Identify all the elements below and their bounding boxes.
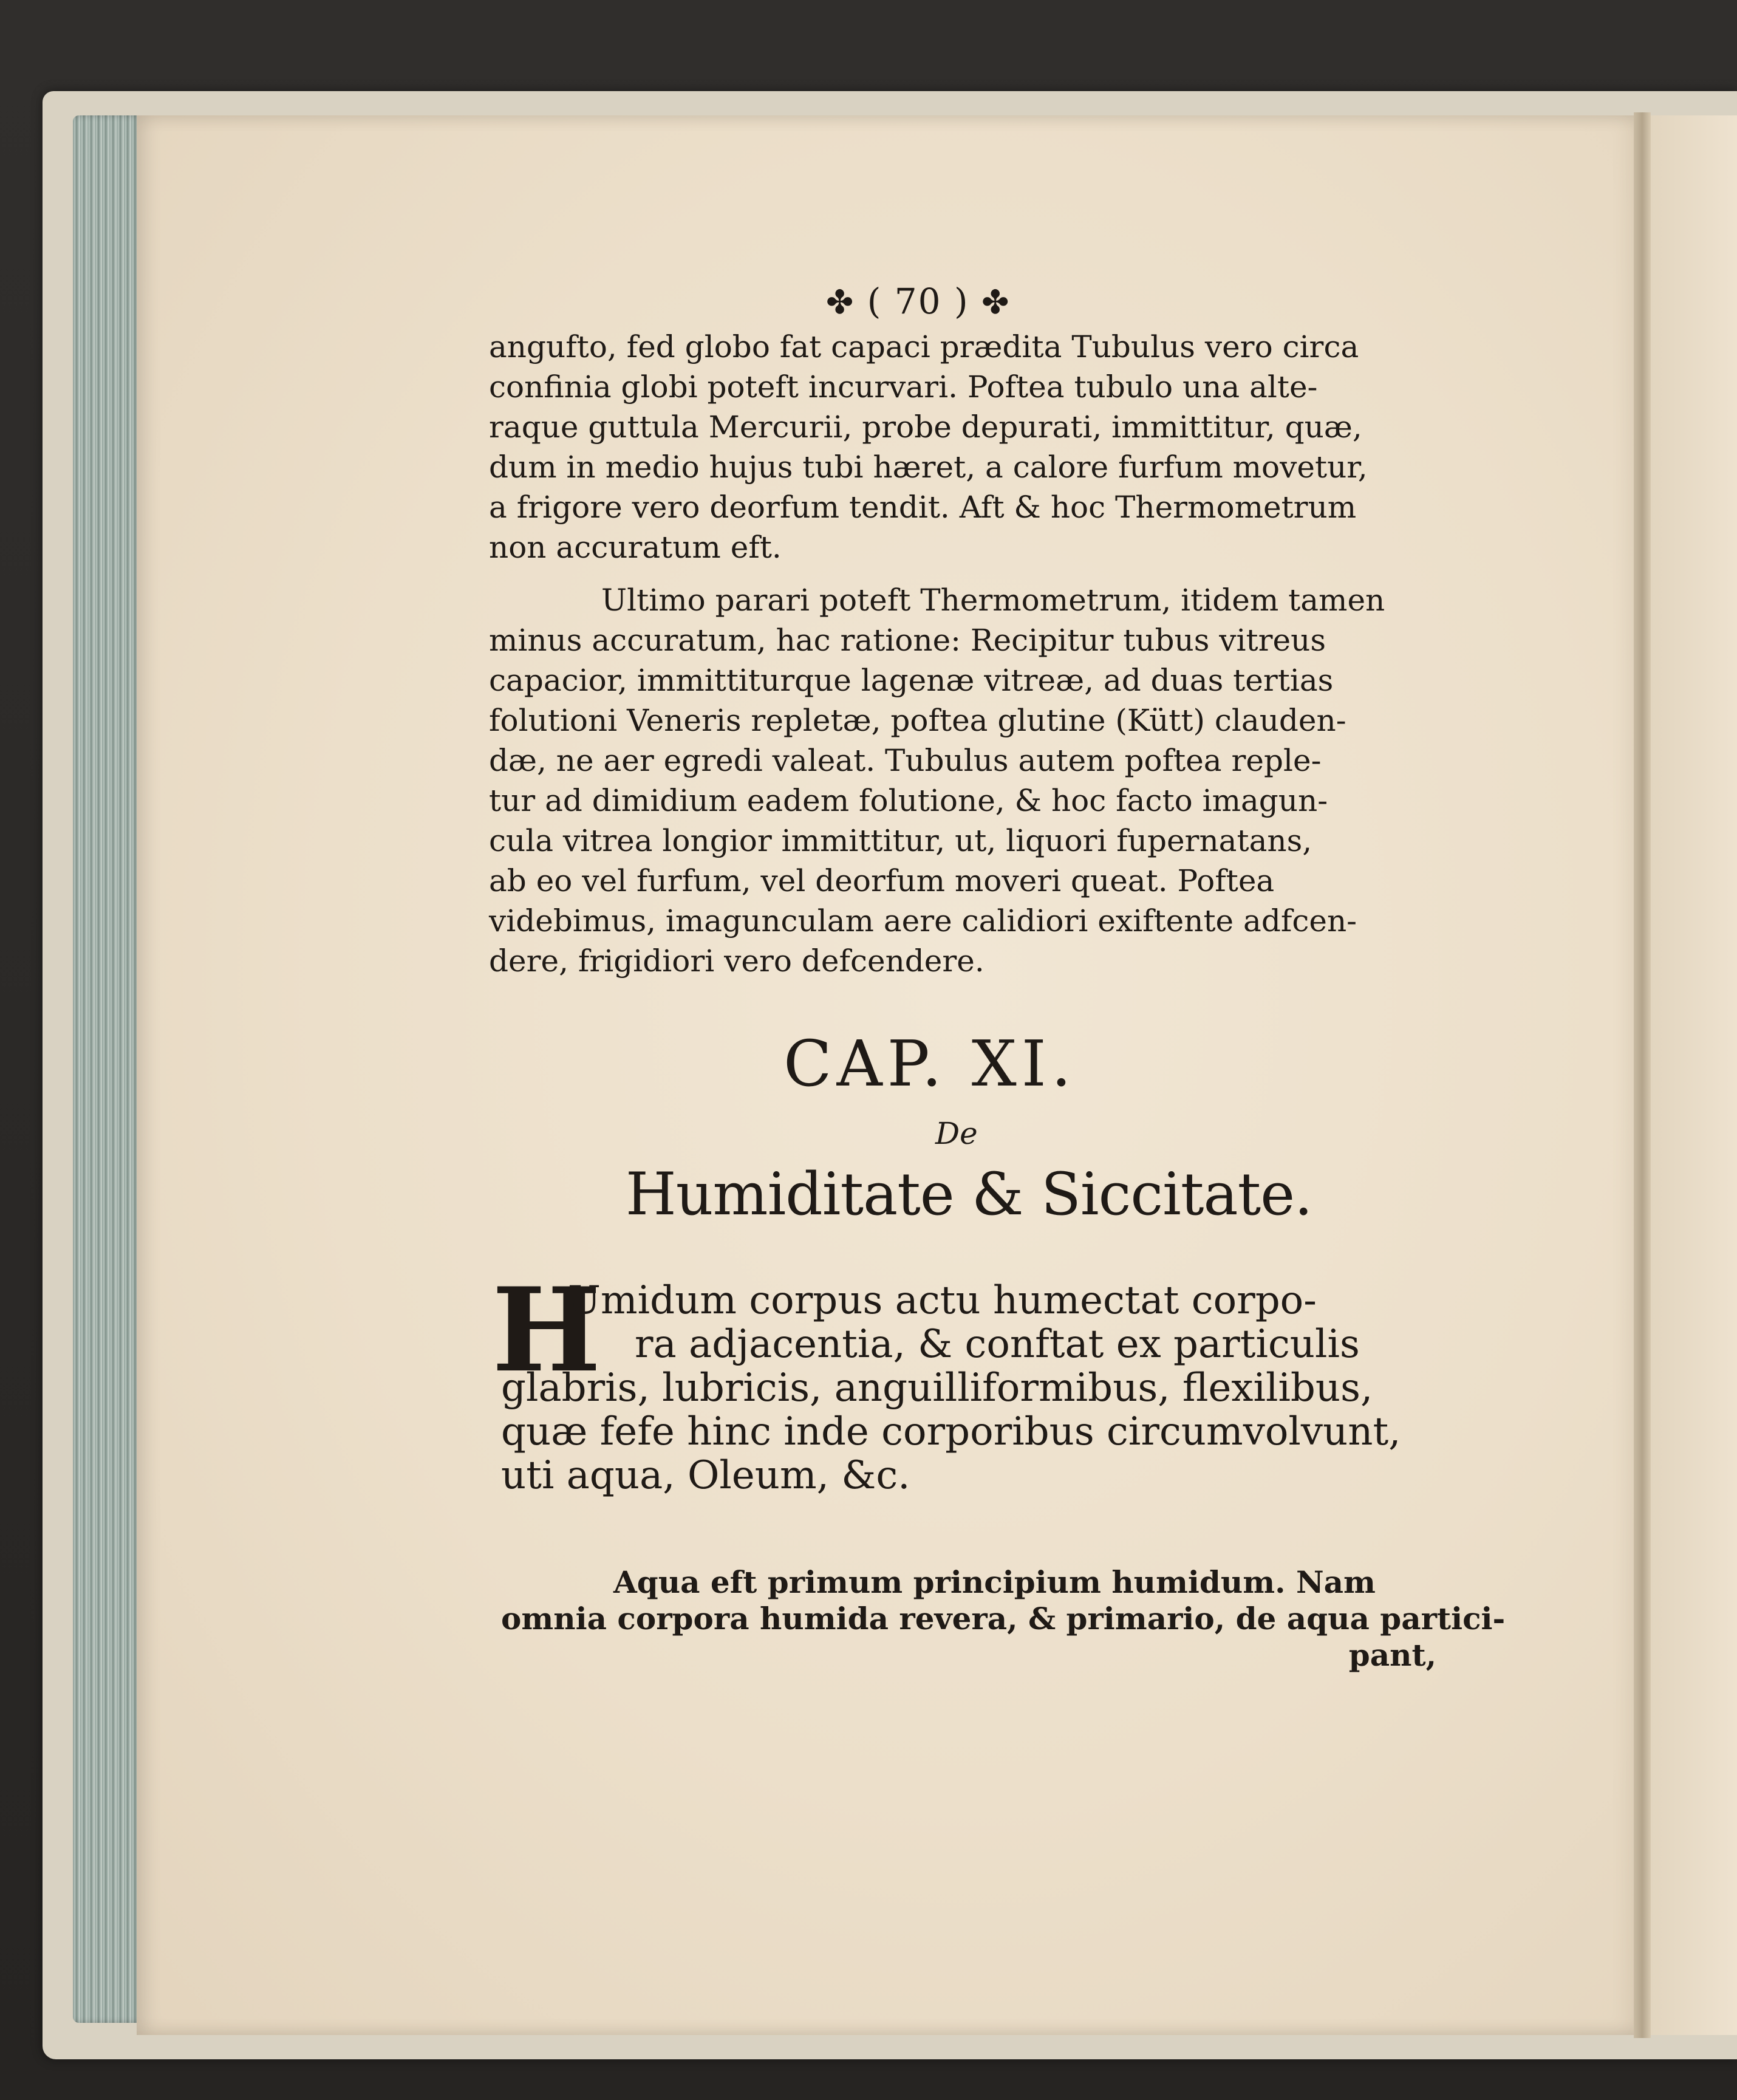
chapter-title: Humiditate & Siccitate. bbox=[626, 1160, 1312, 1228]
text-line: dere, frigidiori vero defcendere. bbox=[489, 943, 985, 979]
page-header bbox=[826, 281, 1099, 322]
paragraph-4 bbox=[501, 1564, 1506, 1674]
page-number: ( 70 ) bbox=[867, 281, 969, 322]
text-line: cula vitrea longior immittitur, ut, liquori fupernatans, bbox=[489, 823, 1312, 858]
text-line: omnia corpora humida revera, & primario, de aqua partici- bbox=[501, 1601, 1506, 1637]
text-line: Umidum corpus actu humectat corpo- bbox=[568, 1278, 1317, 1323]
chapter-number: CAP. XI. bbox=[783, 1027, 1076, 1101]
text-line: quæ fefe hinc inde corporibus circumvolvunt, bbox=[501, 1409, 1401, 1454]
text-line: ab eo vel furfum, vel deorfum moveri queat. Poftea bbox=[489, 863, 1275, 898]
ornament-left-icon: ✤ bbox=[826, 283, 855, 321]
page-edges bbox=[73, 115, 143, 2023]
text-line: a frigore vero deorfum tendit. Aft & hoc Thermometrum bbox=[489, 490, 1357, 525]
text-line: minus accuratum, hac ratione: Recipitur tubus vitreus bbox=[489, 623, 1326, 658]
text-line: Ultimo parari poteft Thermometrum, itidem tamen bbox=[601, 583, 1385, 618]
text-line: glabris, lubricis, anguilliformibus, flexilibus, bbox=[501, 1366, 1373, 1411]
text-line: tur ad dimidium eadem folutione, & hoc facto imagun- bbox=[489, 783, 1328, 818]
text-line: dum in medio hujus tubi hæret, a calore furfum movetur, bbox=[489, 450, 1368, 485]
text-line: non accuratum eft. bbox=[489, 530, 782, 565]
paragraph-2 bbox=[489, 580, 1424, 981]
text-line: uti aqua, Oleum, &c. bbox=[501, 1453, 910, 1498]
text-line: raque guttula Mercurii, probe depurati, immittitur, quæ, bbox=[489, 409, 1362, 445]
chapter-de: De bbox=[935, 1116, 978, 1151]
text-line: dæ, ne aer egredi valeat. Tubulus autem poftea reple- bbox=[489, 743, 1322, 778]
ornament-right-icon: ✤ bbox=[981, 283, 1011, 321]
text-line: ra adjacentia, & conftat ex particulis bbox=[635, 1322, 1360, 1367]
text-line: Aqua eft primum principium humidum. Nam bbox=[613, 1564, 1376, 1600]
text-line: capacior, immittiturque lagenæ vitreæ, ad duas tertias bbox=[489, 663, 1334, 698]
paragraph-3 bbox=[501, 1279, 1436, 1497]
text-line: confinia globi poteft incurvari. Poftea tubulo una alte- bbox=[489, 369, 1318, 405]
facing-page bbox=[1651, 115, 1737, 2035]
book-gutter bbox=[1634, 112, 1651, 2038]
paragraph-1 bbox=[489, 327, 1424, 567]
drop-cap: H bbox=[492, 1262, 601, 1398]
text-line: videbimus, imagunculam aere calidiori exiftente adfcen- bbox=[489, 903, 1357, 939]
text-line: angufto, fed globo fat capaci prædita Tubulus vero circa bbox=[489, 329, 1359, 364]
text-line: folutioni Veneris repletæ, poftea glutine (Kütt) clauden- bbox=[489, 703, 1346, 738]
text-line: pant, bbox=[1348, 1637, 1436, 1673]
